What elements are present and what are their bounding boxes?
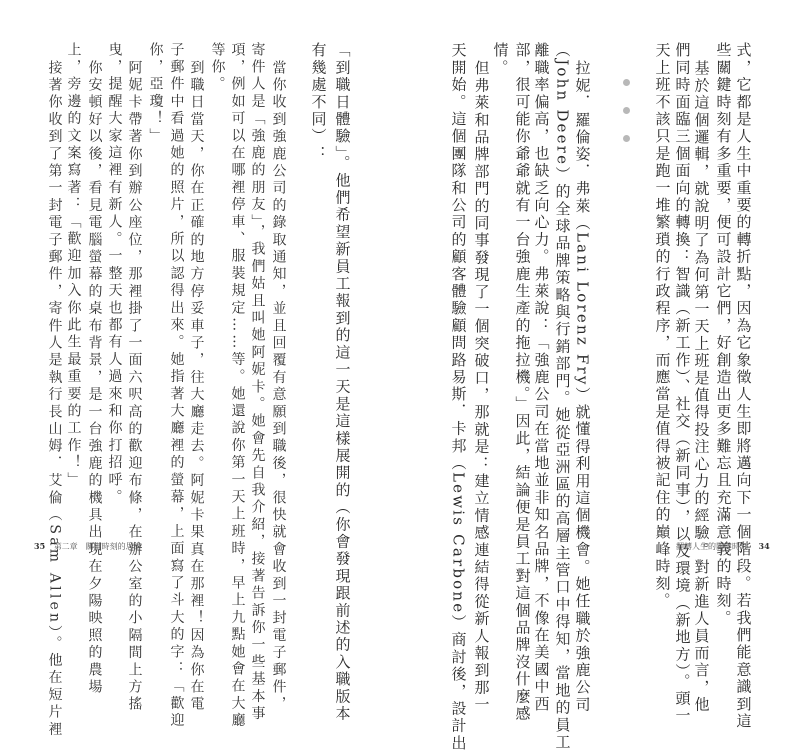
right-page-footer <box>676 541 770 552</box>
text-column: 你，亞瓊！」 <box>147 42 164 146</box>
text-column: 項，例如可以在哪裡停車、服裝規定……等。她還說你第一天上班時，早上九點她會在大廳 <box>229 42 246 730</box>
running-header: 第二章 關鍵時刻的思維 <box>53 542 142 551</box>
text-column: 些關鍵時刻有多重要，便可設計它們，好創造出更多難忘且充滿意義的時刻。 <box>714 42 733 627</box>
text-column: 式，它都是人生中重要的轉折點，因為它象徵人生即將邁向下一個階段。若我們能意識到這 <box>734 42 753 730</box>
text-column: 天開始。這個團隊和公司的顧客體驗顧問路易斯．卡邦（Lewis Carbone）商討後，設計出 <box>449 42 468 752</box>
page-number: 35 <box>34 541 46 551</box>
text-column: 子郵件中看過她的照片，所以認得出來。她指著大廳裡的螢幕，上面寫了斗大的字：「歡迎 <box>168 42 185 730</box>
text-column: 但弗萊和品牌部門的同事發現了一個突破口，那就是：建立情感連結得從新人報到那一 <box>472 60 491 714</box>
text-column: 離職率偏高，也缺乏向心力。弗萊說：「強鹿公司在當地並非知名品牌，不像在美國中西 <box>532 42 551 713</box>
ornament-dot-icon <box>623 107 630 114</box>
page-number: 34 <box>758 541 770 551</box>
text-column: 「到職日體驗」。他們希望新員工報到的這一天是這樣展開的（你會發現跟前述的入職版本 <box>333 42 352 723</box>
text-column: 部，很可能你爺爺就有一台強鹿生產的拖拉機。」因此，結論便是員工對這個品牌沒什麼感 <box>513 42 532 723</box>
text-column: 寄件人是「強鹿的朋友」，我們姑且叫她阿妮卡。她會先自我介紹，接著告訴你一些基本事 <box>249 42 266 723</box>
text-column: 情。 <box>491 42 510 77</box>
text-column: 們同時面臨三個面向的轉換：智識（新工作）、社交（新同事），以及環境（新地方）。頭一 <box>673 42 692 725</box>
text-column: 基於這個邏輯，就說明了為何第一天上班是值得投注心力的經驗。對新進人員而言，他 <box>692 60 711 714</box>
text-column: 到職日當天，你在正確的地方停妥車子，往大廳走去。阿妮卡果真在那裡！因為你在電 <box>188 60 205 714</box>
left-page-footer <box>34 541 142 552</box>
text-column: 阿妮卡帶著你到辦公座位，那裡掛了一面六呎高的歡迎布條，在辦公室的小隔間上方搖 <box>126 60 143 714</box>
running-header: 翻轉人生的關鍵時刻 <box>676 542 748 551</box>
text-column: 曳，提醒大家這裡有新人。一整天也都有人過來和你打招呼。 <box>106 42 123 507</box>
text-column: 你安頓好以後，看見電腦螢幕的桌布背景，是一台強鹿的機具出現在夕陽映照的農場 <box>86 60 103 697</box>
text-column: 當你收到強鹿公司的錄取通知，並且回覆有意願到職後，很快就會收到一封電子郵件， <box>270 60 287 714</box>
text-column: 接著你收到了第一封電子郵件，寄件人是執行長山姆．艾倫（Sam Allen）。他在短片裡 <box>46 60 63 739</box>
text-column: 天上班不該只是跑一堆繁瑣的行政程序，而應當是值得被記住的巔峰時刻。 <box>653 42 672 610</box>
text-column: 拉妮．羅倫姿．弗萊（Lani Lorenz Fry）就懂得利用這個機會。她任職於強鹿公司 <box>573 60 592 714</box>
ornament-dot-icon <box>623 79 630 86</box>
text-column: 等你。 <box>209 42 226 94</box>
text-column: 上，旁邊的文案寫著：「歡迎加入你此生最重要的工作！」 <box>65 42 82 490</box>
left-page <box>0 0 400 739</box>
text-column: （John Deere）的全球品牌策略與行銷部門。她從亞洲區的高層主管口中得知，當地的員工 <box>553 42 572 751</box>
text-column: 有幾處不同）： <box>309 42 328 163</box>
ornament-dot-icon <box>623 135 630 142</box>
right-page <box>400 0 800 752</box>
